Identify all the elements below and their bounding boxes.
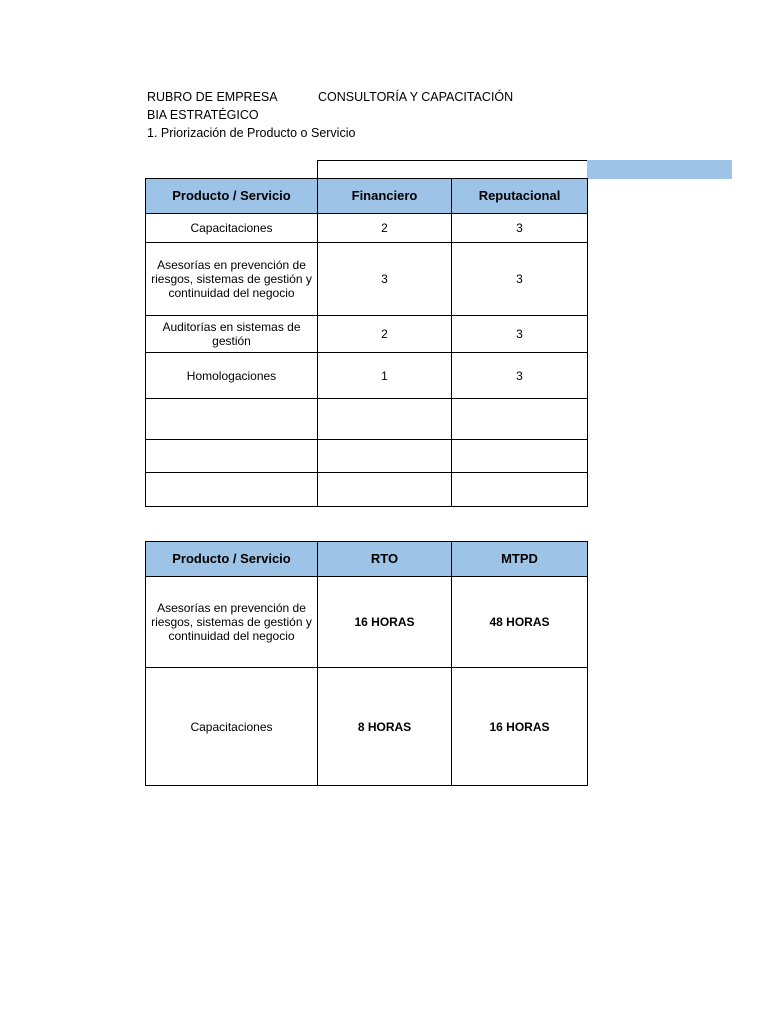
product-cell (146, 440, 318, 473)
reputational-cell: 3 (452, 353, 588, 399)
column-header-product: Producto / Servicio (146, 179, 318, 214)
mtpd-cell: 48 HORAS (452, 577, 588, 668)
rubro-value: CONSULTORÍA Y CAPACITACIÓN (318, 90, 514, 104)
product-cell: Auditorías en sistemas de gestión (146, 316, 318, 353)
table-header-row (146, 542, 588, 577)
column-header-financial: Financiero (318, 179, 452, 214)
column-header-mtpd: MTPD (452, 542, 588, 577)
reputational-cell: 3 (452, 243, 588, 316)
mtpd-cell: 16 HORAS (452, 668, 588, 786)
reputational-cell (452, 399, 588, 440)
table-header-row (146, 179, 588, 214)
product-cell: Homologaciones (146, 353, 318, 399)
column-header-rto: RTO (318, 542, 452, 577)
table-row (146, 473, 588, 507)
table-row (146, 577, 588, 668)
priority-table (145, 178, 588, 507)
column-header-product: Producto / Servicio (146, 542, 318, 577)
table-row (146, 440, 588, 473)
financial-cell: 2 (318, 214, 452, 243)
financial-cell: 3 (318, 243, 452, 316)
product-cell: Asesorías en prevención de riesgos, sistemas de gestión y continuidad del negocio (146, 577, 318, 668)
product-cell (146, 399, 318, 440)
reputational-cell: 3 (452, 316, 588, 353)
header-band-blue (587, 160, 732, 179)
bia-title: BIA ESTRATÉGICO (147, 108, 259, 122)
header-band-white (317, 160, 587, 179)
table-row (146, 668, 588, 786)
product-cell: Capacitaciones (146, 668, 318, 786)
financial-cell (318, 399, 452, 440)
rto-cell: 16 HORAS (318, 577, 452, 668)
table-row (146, 399, 588, 440)
table-row (146, 353, 588, 399)
product-cell: Asesorías en prevención de riesgos, sistemas de gestión y continuidad del negocio (146, 243, 318, 316)
product-cell (146, 473, 318, 507)
reputational-cell: 3 (452, 214, 588, 243)
product-cell: Capacitaciones (146, 214, 318, 243)
rubro-label: RUBRO DE EMPRESA (147, 90, 278, 104)
section-title: 1. Priorización de Producto o Servicio (147, 126, 356, 140)
table-row (146, 214, 588, 243)
column-header-reputational: Reputacional (452, 179, 588, 214)
financial-cell: 2 (318, 316, 452, 353)
financial-cell (318, 440, 452, 473)
table-row (146, 316, 588, 353)
reputational-cell (452, 440, 588, 473)
financial-cell: 1 (318, 353, 452, 399)
rto-cell: 8 HORAS (318, 668, 452, 786)
financial-cell (318, 473, 452, 507)
reputational-cell (452, 473, 588, 507)
recovery-table (145, 541, 588, 786)
table-row (146, 243, 588, 316)
